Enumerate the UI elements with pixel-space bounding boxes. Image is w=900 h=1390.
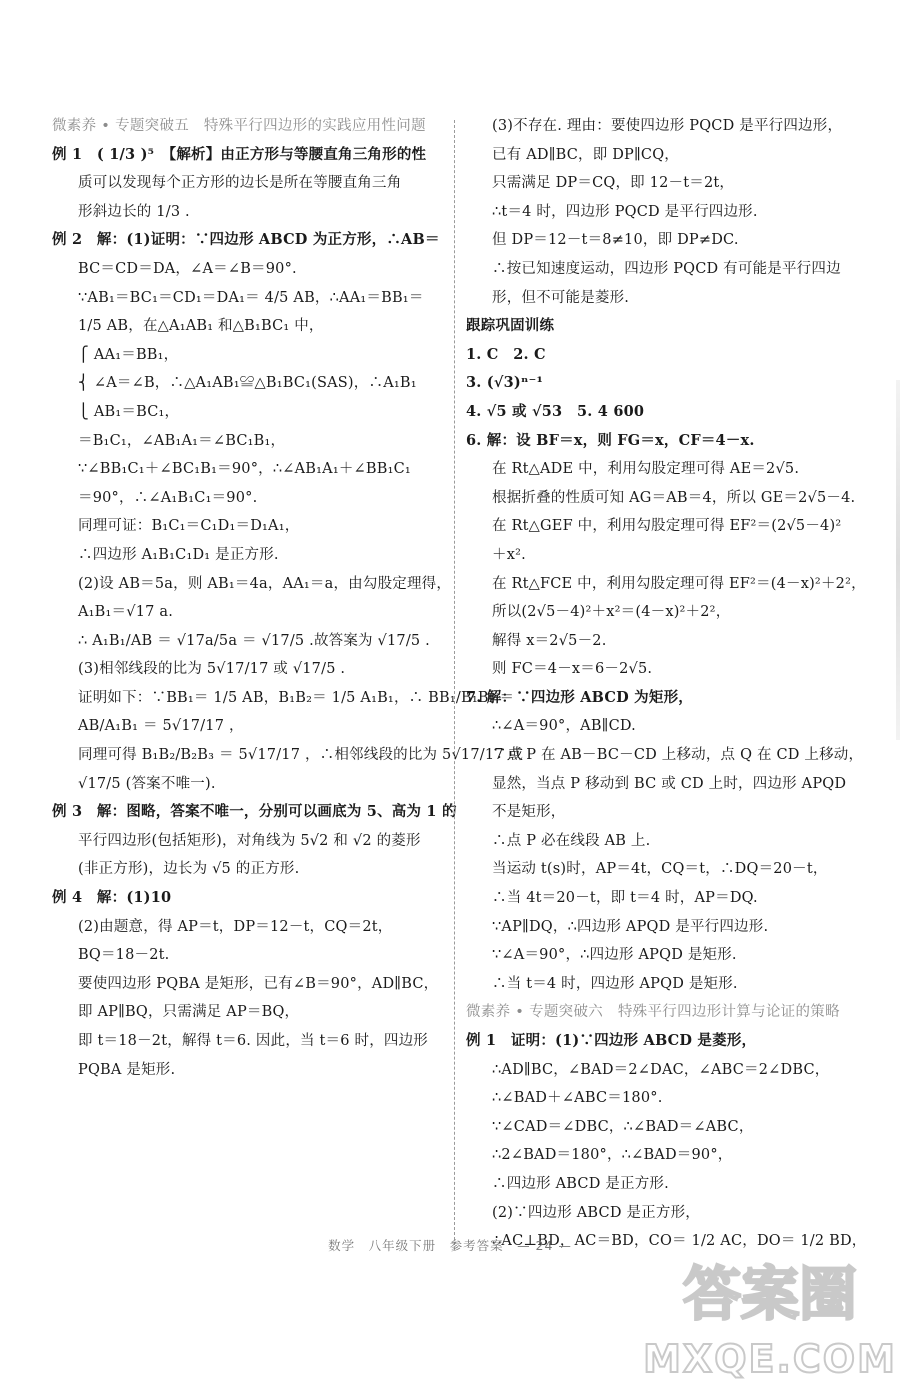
text-line: (2)∵四边形 ABCD 是正方形， <box>492 1204 700 1221</box>
text-line: (非正方形)，边长为 √5 的正方形. <box>78 861 300 878</box>
text-line: 质可以发现每个正方形的边长是所在等腰直角三角 <box>78 175 402 192</box>
text-line: ∵AP∥DQ，∴四边形 APQD 是平行四边形. <box>492 918 769 935</box>
text-line: 形，但不可能是菱形. <box>492 289 630 306</box>
section-title: 微素养 • 专题突破五 特殊平行四边形的实践应用性问题 <box>52 118 426 134</box>
text-line: ∴t＝4 时，四边形 PQCD 是平行四边形. <box>492 203 758 220</box>
text-line: ∵点 P 在 AB－BC－CD 上移动，点 Q 在 CD 上移动， <box>492 747 864 764</box>
text-line: 解得 x＝2√5－2. <box>492 632 607 649</box>
text-line: ＋x². <box>492 546 526 563</box>
text-line: 1. C 2. C <box>466 345 546 363</box>
page-footer: 数学 八年级下册 参考答案 — 24 — <box>328 1238 572 1253</box>
text-line: 所以(2√5－4)²＋x²＝(4－x)²＋2²， <box>492 604 731 621</box>
text-line: 则 FC＝4－x＝6－2√5. <box>492 661 653 678</box>
text-line: ∴当 4t＝20－t，即 t＝4 时，AP＝DQ. <box>492 890 758 907</box>
text-line: √17/5 (答案不唯一). <box>78 775 216 792</box>
column-divider <box>454 120 455 1250</box>
text-line: 在 Rt△GEF 中，利用勾股定理可得 EF²＝(2√5－4)² <box>492 518 842 535</box>
text-line: ∵∠BB₁C₁＋∠BC₁B₁＝90°，∴∠AB₁A₁＋∠BB₁C₁ <box>78 461 411 478</box>
text-line: 即 AP∥BQ，只需满足 AP＝BQ， <box>78 1004 300 1021</box>
text-line: 已有 AD∥BC，即 DP∥CQ， <box>492 146 679 163</box>
text-line: 4. √5 或 √53 5. 4 600 <box>466 402 645 420</box>
text-line: 在 Rt△FCE 中，利用勾股定理可得 EF²＝(4－x)²＋2²， <box>492 575 866 592</box>
text-line: ∴∠BAD＋∠ABC＝180°. <box>492 1090 663 1107</box>
text-line: AB/A₁B₁ ＝ 5√17/17 ， <box>78 718 244 735</box>
text-line: 不是矩形， <box>492 804 566 821</box>
text-line: ⎩ AB₁＝BC₁， <box>78 403 180 420</box>
text-line: 要使四边形 PQBA 是矩形，已有∠B＝90°，AD∥BC， <box>78 975 439 992</box>
text-line: (2)由题意，得 AP＝t，DP＝12－t，CQ＝2t， <box>78 918 393 935</box>
watermark-top-text: 答案圈 <box>682 1260 858 1328</box>
text-line: 形斜边长的 1/3 . <box>78 203 190 220</box>
text-line: ∴当 t＝4 时，四边形 APQD 是矩形. <box>492 975 738 992</box>
text-line: ∴AD∥BC，∠BAD＝2∠DAC，∠ABC＝2∠DBC， <box>492 1061 830 1078</box>
text-line: ＝B₁C₁，∠AB₁A₁＝∠BC₁B₁， <box>78 432 286 449</box>
text-line: 即 t＝18－2t，解得 t＝6. 因此，当 t＝6 时，四边形 <box>78 1033 428 1049</box>
watermark-bottom-text: MXQE.COM <box>643 1337 897 1381</box>
text-line: 例 1 ( 1/3 )⁵ 【解析】由正方形与等腰直角三角形的性 <box>52 145 427 163</box>
text-line: (3)不存在. 理由：要使四边形 PQCD 是平行四边形， <box>492 118 843 134</box>
text-line: 3. (√3)ⁿ⁻¹ <box>466 374 544 392</box>
subsection-heading: 跟踪巩固训练 <box>466 318 555 335</box>
scan-edge-shadow <box>896 380 900 740</box>
text-line: ⎨ ∠A＝∠B，∴△A₁AB₁≌△B₁BC₁(SAS)，∴A₁B₁ <box>78 375 417 392</box>
text-line: (3)相邻线段的比为 5√17/17 或 √17/5 . <box>78 661 346 678</box>
text-line: ∴AC⊥BD，AC＝BD，CO＝ 1/2 AC，DO＝ 1/2 BD， <box>492 1233 867 1250</box>
text-line: BC＝CD＝DA，∠A＝∠B＝90°. <box>78 260 297 277</box>
text-line: ⎧ AA₁＝BB₁， <box>78 346 179 363</box>
section-title: 微素养 • 专题突破六 特殊平行四边形计算与论证的策略 <box>466 1004 840 1021</box>
text-line: 例 1 证明：(1)∵四边形 ABCD 是菱形， <box>466 1032 757 1049</box>
text-line: ∵∠CAD＝∠DBC，∴∠BAD＝∠ABC， <box>492 1118 754 1135</box>
watermark-logo <box>643 1244 897 1384</box>
text-line: 1/5 AB，在△A₁AB₁ 和△B₁BC₁ 中， <box>78 318 324 335</box>
text-line: 在 Rt△ADE 中，利用勾股定理可得 AE＝2√5. <box>492 461 800 478</box>
text-line: ∴∠A＝90°，AB∥CD. <box>492 718 636 735</box>
text-line: ∵AB₁＝BC₁＝CD₁＝DA₁＝ 4/5 AB，∴AA₁＝BB₁＝ <box>78 289 424 306</box>
text-line: 6. 解：设 BF＝x，则 FG＝x，CF＝4－x. <box>466 431 755 449</box>
text-line: 只需满足 DP＝CQ，即 12－t＝2t， <box>492 175 735 192</box>
right-column <box>466 112 867 1256</box>
text-line: 当运动 t(s)时，AP＝4t，CQ＝t，∴DQ＝20－t， <box>492 861 828 878</box>
text-line: 但 DP＝12－t＝8≠10，即 DP≠DC. <box>492 232 739 249</box>
text-line: ∴ A₁B₁/AB ＝ √17a/5a ＝ √17/5 .故答案为 √17/5 . <box>78 632 430 649</box>
text-line: 同理可得 B₁B₂/B₂B₃ ＝ 5√17/17 ，∴相邻线段的比为 5√17/17 或 <box>78 747 524 764</box>
text-line: 证明如下：∵BB₁＝ 1/5 AB，B₁B₂＝ 1/5 A₁B₁，∴ BB₁/B₁B₂ ＝ <box>78 689 515 706</box>
text-line: 平行四边形(包括矩形)，对角线为 5√2 和 √2 的菱形 <box>78 832 421 849</box>
text-line: 7. 解：∵四边形 ABCD 为矩形， <box>466 688 693 706</box>
text-line: BQ＝18－2t. <box>78 947 170 964</box>
text-line: ∴按已知速度运动，四边形 PQCD 有可能是平行四边 <box>492 260 841 277</box>
text-line: A₁B₁＝√17 a. <box>78 604 174 621</box>
text-line: 同理可证：B₁C₁＝C₁D₁＝D₁A₁， <box>78 518 300 535</box>
text-line: 显然，当点 P 移动到 BC 或 CD 上时，四边形 APQD <box>492 775 847 792</box>
text-line: ∴四边形 A₁B₁C₁D₁ 是正方形. <box>78 546 279 563</box>
text-line: 例 2 解：(1)证明：∵四边形 ABCD 为正方形，∴AB＝ <box>52 231 440 249</box>
text-line: 例 4 解：(1)10 <box>52 889 172 907</box>
text-line: 根据折叠的性质可知 AG＝AB＝4，所以 GE＝2√5－4. <box>492 489 856 506</box>
text-line: ＝90°，∴∠A₁B₁C₁＝90°. <box>78 489 258 506</box>
text-line: PQBA 是矩形. <box>78 1061 176 1078</box>
text-line: 例 3 解：图略，答案不唯一，分别可以画底为 5、高为 1 的 <box>52 803 457 821</box>
text-line: (2)设 AB＝5a，则 AB₁＝4a，AA₁＝a，由勾股定理得， <box>78 575 452 592</box>
text-line: ∴2∠BAD＝180°，∴∠BAD＝90°， <box>492 1147 733 1164</box>
text-line: ∵∠A＝90°，∴四边形 APQD 是矩形. <box>492 947 737 964</box>
text-line: ∴点 P 必在线段 AB 上. <box>492 832 651 849</box>
text-line: ∴四边形 ABCD 是正方形. <box>492 1175 669 1192</box>
